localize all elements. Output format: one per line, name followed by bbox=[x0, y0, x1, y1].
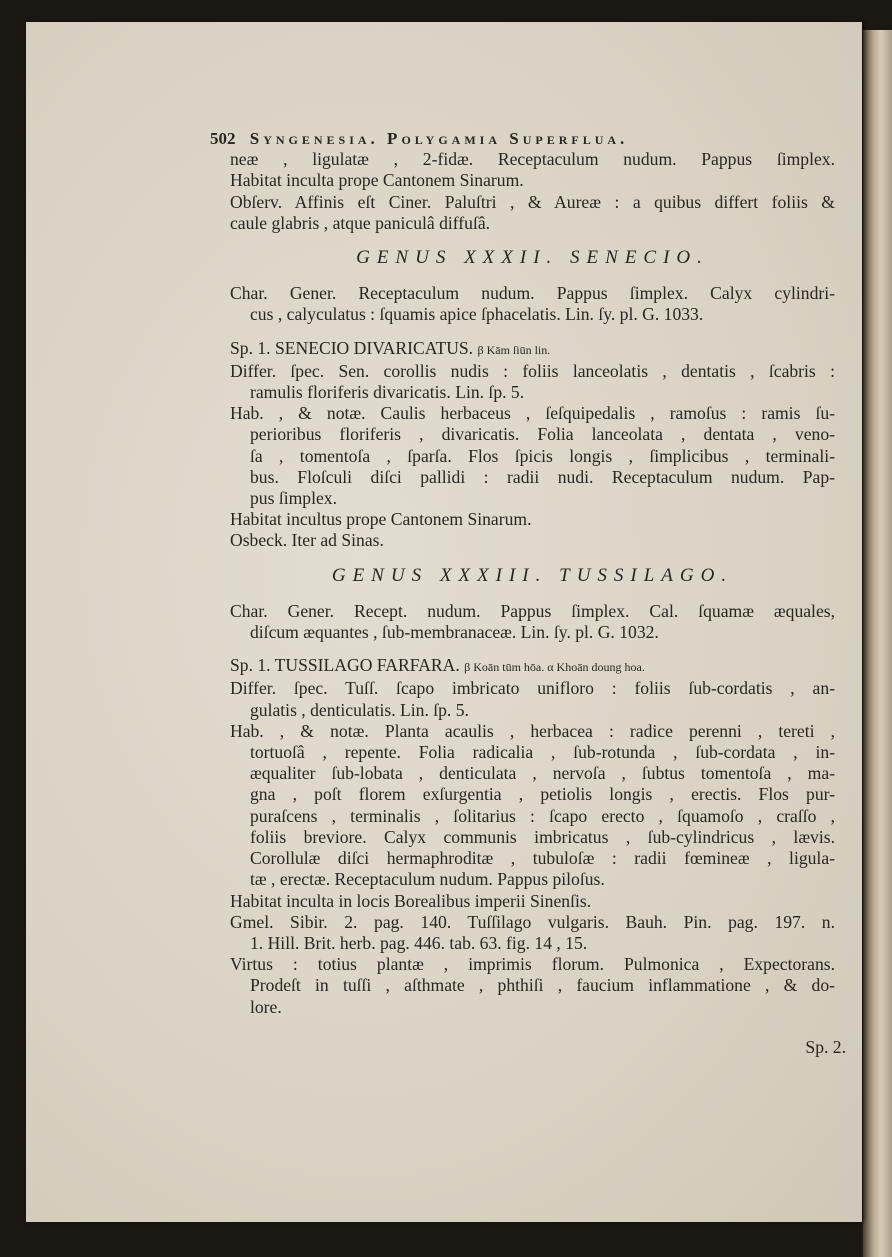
page-text bbox=[210, 128, 835, 1018]
text-line: gna , poſt florem exſurgentia , petiolis longis , erectis. Flos pur- bbox=[250, 784, 835, 805]
text-line: Char. Gener. Recept. nudum. Pappus ſimplex. Cal. ſquamæ æquales, bbox=[230, 600, 835, 621]
text-line: perioribus floriferis , divaricatis. Folia lanceolata , dentata , veno- bbox=[250, 424, 835, 445]
text-line: Gmel. Sibir. 2. pag. 140. Tuſſilago vulgaris. Bauh. Pin. pag. 197. n. bbox=[230, 911, 835, 932]
catchword: Sp. 2. bbox=[805, 1037, 846, 1057]
text-line: Char. Gener. Receptaculum nudum. Pappus ſimplex. Calyx cylindri- bbox=[230, 283, 835, 304]
text-line: pus ſimplex. bbox=[250, 488, 337, 509]
running-head bbox=[210, 128, 835, 149]
species-name: Sp. 1. SENECIO DIVARICATUS. bbox=[230, 337, 474, 358]
chinese-name: β Kām ſiūn lin. bbox=[477, 342, 551, 357]
text-line: tæ , erectæ. Receptaculum nudum. Pappus piloſus. bbox=[250, 869, 605, 890]
text-line: Obſerv. Affinis eſt Ciner. Paluſtri , & Aureæ : a quibus differt foliis & bbox=[230, 191, 835, 212]
genus-heading: GENUS XXXII. SENECIO. bbox=[356, 247, 709, 269]
text-line: Habitat inculta prope Cantonem Sinarum. bbox=[230, 170, 524, 191]
text-line: tortuoſâ , repente. Folia radicalia , ſub-rotunda , ſub-cordata , in- bbox=[250, 742, 835, 763]
text-line: ramulis floriferis divaricatis. Lin. ſp. 5. bbox=[250, 382, 525, 403]
running-head-title: Syngenesia. Polygamia Superflua. bbox=[249, 129, 629, 148]
text-line: bus. Floſculi diſci pallidi : radii nudi. Receptaculum nudum. Pap- bbox=[250, 466, 835, 487]
text-line: Prodeſt in tuſſi , aſthmate , phthiſi , faucium inflammatione , & do- bbox=[250, 975, 835, 996]
text-line: Hab. , & notæ. Planta acaulis , herbacea : radice perenni , tereti , bbox=[230, 720, 835, 741]
genus-heading: GENUS XXXIII. TUSSILAGO. bbox=[331, 564, 734, 586]
text-line: cus , calyculatus : ſquamis apice ſphacelatis. Lin. ſy. pl. G. 1033. bbox=[250, 304, 704, 325]
text-line: Virtus : totius plantæ , imprimis florum. Pulmonica , Expectorans. bbox=[230, 954, 835, 975]
text-line: Corollulæ diſci hermaphroditæ , tubuloſæ : radii fœmineæ , ligula- bbox=[250, 848, 835, 869]
page-number: 502 bbox=[210, 129, 236, 148]
species-heading bbox=[230, 655, 835, 678]
text-line: 1. Hill. Brit. herb. pag. 446. tab. 63. fig. 14 , 15. bbox=[250, 932, 588, 953]
species-heading bbox=[230, 338, 835, 361]
species-name: Sp. 1. TUSSILAGO FARFARA. bbox=[230, 655, 460, 676]
text-line: Osbeck. Iter ad Sinas. bbox=[230, 530, 384, 551]
text-line: Differ. ſpec. Tuſſ. ſcapo imbricato unifloro : foliis ſub-cordatis , an- bbox=[230, 678, 835, 699]
text-line: neæ , ligulatæ , 2-fidæ. Receptaculum nudum. Pappus ſimplex. bbox=[230, 149, 835, 170]
text-line: lore. bbox=[250, 996, 282, 1017]
text-line: ſa , tomentoſa , ſparſa. Flos ſpicis longis , ſimplicibus , terminali- bbox=[250, 445, 835, 466]
text-line: caule glabris , atque paniculâ diffuſâ. bbox=[230, 212, 491, 233]
text-line: diſcum æquantes , ſub-membranaceæ. Lin. ſy. pl. G. 1032. bbox=[250, 622, 659, 643]
chinese-name: β Koān tūm hōa. α Khoān doung hoa. bbox=[464, 660, 645, 675]
text-line: Habitat incultus prope Cantonem Sinarum. bbox=[230, 509, 532, 530]
text-line: æqualiter ſub-lobata , denticulata , nervoſa , ſubtus tomentoſa , ma- bbox=[250, 763, 835, 784]
book-spine-edge bbox=[862, 30, 892, 1257]
text-line: gulatis , denticulatis. Lin. ſp. 5. bbox=[250, 699, 469, 720]
text-line: Hab. , & notæ. Caulis herbaceus , ſeſquipedalis , ramoſus : ramis ſu- bbox=[230, 403, 835, 424]
text-line: foliis breviore. Calyx communis imbricatus , ſub-cylindricus , lævis. bbox=[250, 826, 835, 847]
text-line: Habitat inculta in locis Borealibus imperii Sinenſis. bbox=[230, 890, 592, 911]
text-line: puraſcens , terminalis , ſolitarius : ſcapo erecto , ſquamoſo , craſſo , bbox=[250, 805, 835, 826]
text-line: Differ. ſpec. Sen. corollis nudis : foliis lanceolatis , dentatis , ſcabris : bbox=[230, 360, 835, 381]
